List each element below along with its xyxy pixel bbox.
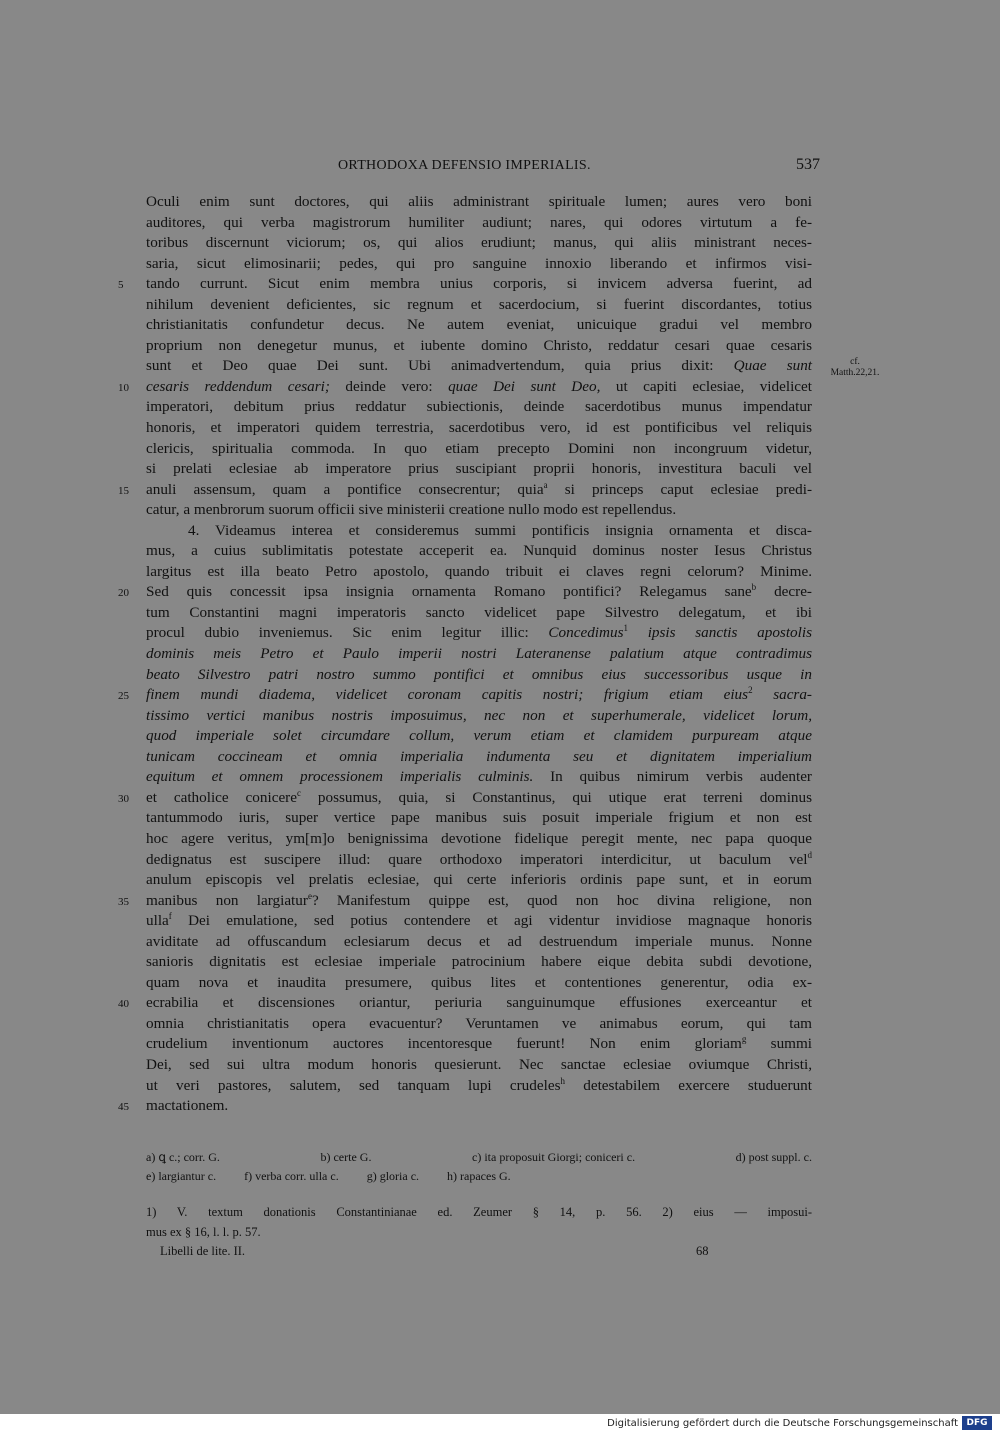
text-line: nihilum devenient deficientes, sic regnum et sacerdocium, si fuerint discordantes, totius xyxy=(146,295,812,313)
text-line: dedignatus est suscipere illud: quare orthodoxo imperatori interdicitur, ut baculum vel$^d$ xyxy=(146,849,812,868)
line-number: 25 xyxy=(118,690,129,703)
footnote-marker: 2 xyxy=(748,685,753,696)
margin-note xyxy=(820,357,890,379)
line-number: 5 xyxy=(118,279,124,292)
funding-bar xyxy=(0,1414,1000,1434)
text-line: beato Silvestro patri nostro summo pontifici et omnibus eius successoribus usque in xyxy=(146,665,812,683)
footnote-line: mus ex § 16, l. l. p. 57. xyxy=(146,1225,261,1239)
apparatus-note: a) ꝗ c.; corr. G. xyxy=(146,1150,220,1164)
line-number: 40 xyxy=(118,998,129,1011)
text-line: clericis, spiritualia commoda. In quo etiam precepto Domini non incongruum videtur, xyxy=(146,439,812,457)
source-footnotes xyxy=(146,1202,812,1242)
apparatus-marker: h xyxy=(560,1075,565,1086)
text-line: imperatori, debitum prius reddatur subiectionis, deinde sacerdotibus munus impendatur xyxy=(146,398,812,416)
text-line: 15 anuli assensum, quam a pontifice consecrentur; quia$^a$ si princeps caput eclesiae predi- xyxy=(146,480,812,501)
apparatus-note: h) rapaces G. xyxy=(447,1169,511,1183)
text-line: equitum et omnem processionem imperialis culminis. In quibus nimirum verbis audenter xyxy=(146,768,812,786)
text-line: quod imperiale solet circumdare collum, verum etiam et clamidem purpuream atque xyxy=(146,727,812,745)
apparatus-marker: g xyxy=(741,1034,747,1045)
margin-note-cf: cf. xyxy=(850,357,860,367)
text-line: 20 Sed quis concessit ipsa insignia ornamenta Romano pontifici? Relegamus sane$^b$ decre- xyxy=(146,582,812,603)
text-line: saria, sicut elimosinarii; pedes, qui pro sanguine innoxio liberando et infirmos visi- xyxy=(146,254,812,272)
text-line: toribus discernunt viciorum; os, qui alios erudiunt; manus, qui aliis ministrant neces- xyxy=(146,234,812,252)
page-number: 537 xyxy=(796,156,820,173)
funding-credit: Digitalisierung gefördert durch die Deutsche Forschungsgemeinschaft xyxy=(607,1418,958,1429)
text-line: Oculi enim sunt doctores, qui aliis administrant spirituale lumen; aures vero boni xyxy=(146,193,812,210)
main-text xyxy=(118,192,813,1117)
text-line: Dei, sed sui ultra modum honoris quesierunt. Nec sanctae eclesiae oviumque Christi, xyxy=(146,1055,812,1073)
text-line: 4. Videamus interea et consideremus summi pontificis insignia ornamenta et disca- xyxy=(188,521,812,539)
apparatus-marker: e xyxy=(307,890,312,901)
signature-title: Libelli de lite. II. xyxy=(160,1244,246,1258)
text-line: 40 ecrabilia et discensiones oriantur, periuria sanguinumque effusiones exerceantur et xyxy=(146,993,812,1014)
text-line: anulum episcopis vel prelatis eclesiae, qui certe inferioris ordinis pape sunt, et in eorum xyxy=(146,871,812,889)
apparatus-marker: a xyxy=(543,479,548,490)
text-line: 10 cesaris reddendum cesari; deinde vero: quae Dei sunt Deo, ut capiti eclesiae, videlicet xyxy=(146,377,812,398)
text-line: crudelium inventionum auctores incentoresque fuerunt! Non enim gloriam$^g$ summi xyxy=(146,1034,813,1053)
critical-apparatus xyxy=(146,1148,812,1186)
apparatus-marker: b xyxy=(751,582,757,593)
apparatus-marker: c xyxy=(296,787,301,798)
text-line: tum Constantini magni imperatoris sancto videlicet pape Silvestro delegatum, et ibi xyxy=(146,603,812,621)
margin-note-ref: Matth.22,21. xyxy=(830,368,880,378)
text-line: sunt et Deo quae Dei sunt. Ubi animadvertendum, quia prius dixit: Quae sunt xyxy=(146,357,813,375)
line-number: 30 xyxy=(118,792,129,805)
apparatus-note: g) gloria c. xyxy=(366,1169,420,1183)
footnote-line: 1) V. textum donationis Constantinianae ed. Zeumer § 14, p. 56. 2) eius — imposui- xyxy=(146,1205,812,1219)
text-line: si prelati eclesiae ab imperatore prius suscipiant proprii honoris, investitura baculi vel xyxy=(146,460,812,478)
apparatus-marker: f xyxy=(168,911,172,922)
text-line: dominis meis Petro et Paulo imperii nostri Lateranense palatium atque contradimus xyxy=(146,645,812,663)
running-title: ORTHODOXA DEFENSIO IMPERIALIS. xyxy=(338,158,591,173)
apparatus-note: f) verba corr. ulla c. xyxy=(244,1169,339,1183)
apparatus-note: b) certe G. xyxy=(320,1150,372,1164)
text-line: mus, a cuius sublimitatis potestate acceperit ea. Nunquid dominus noster Iesus Christus xyxy=(146,542,812,560)
text-line: tissimo vertici manibus nostris imposuimus, nec non et superhumerale, videlicet lorum, xyxy=(146,706,812,724)
text-line: christianitatis confundetur decus. Ne autem eveniat, unicuique gradui vel membro xyxy=(146,316,812,334)
line-number: 35 xyxy=(118,895,129,908)
apparatus-marker: d xyxy=(807,849,812,860)
apparatus-row xyxy=(146,1148,812,1167)
running-head xyxy=(140,158,820,178)
text-line: 5 tando currunt. Sicut enim membra unius corporis, si invicem adversa fuerint, ad xyxy=(146,274,812,295)
text-line: procul dubio inveniemus. Sic enim legitur illic: Concedimus$^1$ ipsis sanctis apostolis xyxy=(146,623,812,642)
text-line: aviditate ad offuscandum eclesiarum decus et ad destruendum imperiale munus. Nonne xyxy=(146,932,812,950)
text-line: tantummodo iuris, super vertice pape manibus suis posuit imperiale frigium et non est xyxy=(146,809,812,827)
text-line: omnia christianitatis opera evacuentur? Veruntamen ve animabus eorum, qui tam xyxy=(146,1014,812,1032)
apparatus-note: d) post suppl. c. xyxy=(735,1150,812,1164)
text-line: honoris, et imperatori quidem terrestria, sacerdotibus vero, id est pontificibus vel reliquis xyxy=(146,419,812,437)
text-line: 30 et catholice conicere$^c$ possumus, quia, si Constantinus, qui utique erat terreni dominus xyxy=(146,788,812,809)
text-line: auditores, qui verba magistrorum humiliter audiunt; nares, qui odores virtutum a fe- xyxy=(146,213,812,231)
dfg-logo: DFG xyxy=(962,1416,992,1430)
apparatus-note: e) largiantur c. xyxy=(146,1169,217,1183)
text-line: 45 mactationem. xyxy=(146,1096,812,1117)
line-number: 10 xyxy=(118,381,129,394)
footnote-marker: 1 xyxy=(623,623,628,634)
line-number: 20 xyxy=(118,587,129,600)
line-number: 45 xyxy=(118,1101,129,1114)
text-line: 35 manibus non largiatur$^e$? Manifestum quippe est, quod non hoc divina religione, non xyxy=(146,891,812,912)
text-line: 25 finem mundi diadema, videlicet coronam capitis nostri; frigium etiam eius$^2$ sacra- xyxy=(146,685,812,706)
text-line: catur, a menbrorum suorum officii sive ministerii creatione nullo modo est repellendus. xyxy=(146,501,677,519)
text-line: tunicam coccineam et omnia imperialia indumenta seu et dignitatem imperialium xyxy=(146,747,812,765)
text-line: hoc agere veritus, ym[m]o benignissima devotione fidelique peregit mente, nec papa quoque xyxy=(146,829,812,847)
text-line: quam nova et inaudita presumere, quibus lites et contentiones generentur, odia ex- xyxy=(146,973,812,991)
signature-number: 68 xyxy=(696,1244,709,1258)
apparatus-note: c) ita proposuit Giorgi; coniceri c. xyxy=(472,1150,636,1164)
line-number: 15 xyxy=(118,484,129,497)
text-line: largitus est illa beato Petro apostolo, quando tribuit ei claves regni celorum? Minime. xyxy=(146,562,812,580)
signature-line xyxy=(160,1244,720,1264)
text-line: ut veri pastores, salutem, sed tanquam lupi crudeles$^h$ detestabilem exercere studuerunt xyxy=(146,1075,812,1094)
text-line: sanioris dignitatis est eclesiae imperiale patrocinium habere eique debita subdi devotione, xyxy=(146,953,812,971)
apparatus-row xyxy=(146,1167,812,1186)
text-line: proprium non denegetur munus, et iubente domino Christo, reddatur cesari quae cesaris xyxy=(146,336,812,354)
text-line: ulla$^f$ Dei emulatione, sed potius contendere et agi videntur invidiose magnaque honoris xyxy=(146,911,812,930)
